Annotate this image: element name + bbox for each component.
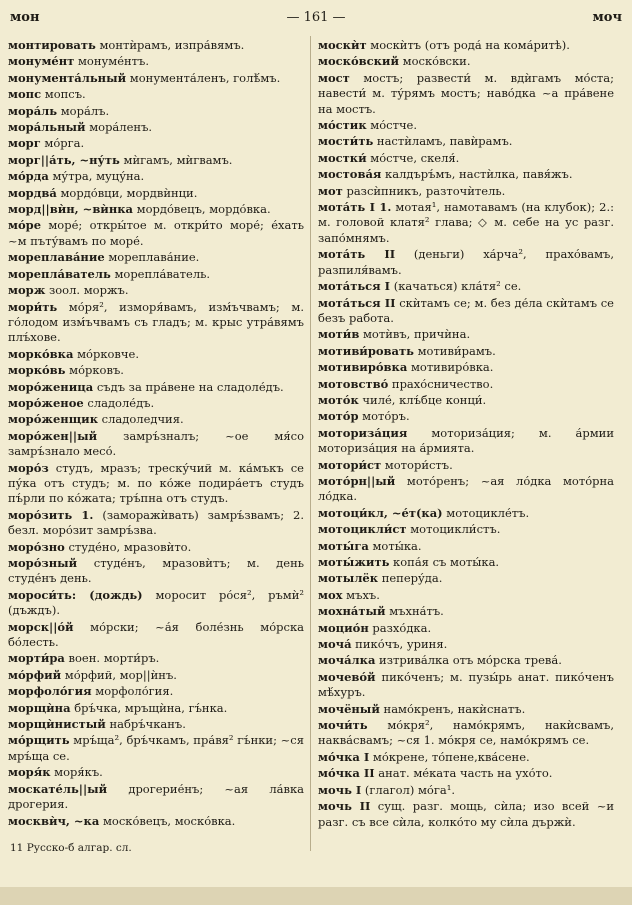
- entry-definition: мо́рфий, мор||ѝнъ.: [61, 667, 177, 682]
- entry-definition: моско́вецъ, моско́вка.: [99, 813, 236, 828]
- entry-definition: море́; откры́тое м. откри́то море́; е́хать ~м пъту́вамъ по море́.: [8, 218, 304, 248]
- entry-headword: морфоло́гия: [8, 684, 92, 699]
- entry-headword: моро́жен||ый: [8, 428, 98, 443]
- dictionary-entry: [318, 670, 614, 701]
- right-column: [318, 38, 614, 831]
- entry-headword: мотори́ст: [318, 457, 382, 472]
- entry-definition: мотиви́рамъ.: [413, 343, 496, 358]
- dictionary-entry: [318, 474, 614, 505]
- dictionary-entry: [8, 380, 304, 395]
- entry-headword: мо́ре: [8, 218, 42, 233]
- dictionary-entry: [318, 184, 614, 199]
- dictionary-entry: [318, 151, 614, 166]
- entry-headword: моцио́н: [318, 620, 369, 635]
- entry-headword: моро́зно: [8, 539, 65, 554]
- dictionary-entry: [8, 54, 304, 69]
- dictionary-entry: [318, 522, 614, 537]
- entry-headword: морепла́ватель: [8, 266, 111, 281]
- entry-definition: разсѝпникъ, разточѝтель.: [342, 183, 506, 198]
- dictionary-entry: [318, 393, 614, 408]
- entry-definition: мотоцикле́тъ.: [442, 505, 530, 520]
- entry-headword: моты́га: [318, 538, 369, 553]
- entry-definition: мора́лъ.: [57, 103, 110, 118]
- entry-headword: москате́ль||ый: [8, 781, 108, 796]
- dictionary-entry: [8, 300, 304, 346]
- entry-definition: анат. ме́ката часть на ухо́то.: [374, 766, 553, 781]
- dictionary-entry: [318, 71, 614, 117]
- entry-definition: мотѝвъ, причѝна.: [359, 327, 471, 342]
- entry-headword: мордва́: [8, 185, 57, 200]
- entry-headword: мо́чка I: [318, 749, 370, 764]
- entry-headword: моро́зить 1.: [8, 507, 94, 522]
- dictionary-entry: [8, 347, 304, 362]
- entry-headword: морти́ра: [8, 651, 65, 666]
- dictionary-entry: [8, 620, 304, 651]
- entry-definition: моториза́ция; м. а́рмии моториза́ция на а́рмията.: [318, 425, 614, 456]
- entry-headword: мота́ть II: [318, 247, 396, 262]
- entry-headword: мотиви́ровать: [318, 343, 414, 358]
- entry-definition: (глагол) мо́га¹.: [361, 782, 456, 797]
- dictionary-entry: [318, 506, 614, 521]
- footnote: 11 Русско-б алгар. сл.: [10, 842, 132, 854]
- entry-headword: мочь I: [318, 782, 362, 797]
- entry-definition: мъхъ.: [342, 587, 380, 602]
- entry-headword: мотылёк: [318, 571, 379, 586]
- entry-headword: морг||а́ть, ~ну́ть: [8, 152, 120, 167]
- dictionary-entry: [318, 167, 614, 182]
- entry-headword: мост: [318, 70, 350, 85]
- dictionary-entry: [318, 539, 614, 554]
- entry-definition: мръ́ща², бръ́чкамъ, пра́вя² гъ́нки; ~ся мръ́ща се.: [8, 733, 304, 763]
- dictionary-entry: [8, 202, 304, 217]
- entry-definition: (качаться) кла́тя² се.: [390, 279, 522, 294]
- entry-definition: моты́ка.: [368, 538, 422, 553]
- header-right-guide-word: моч: [592, 10, 622, 25]
- entry-definition: пико́чъ, уриня.: [351, 637, 448, 652]
- entry-definition: мо́ря², изморя́вамъ, изм́ъчвамъ; м. го́лодом изм́ъчвамъ съ гладъ; м. крыс утра́вямъ плъ́хове.: [8, 299, 304, 345]
- entry-headword: моториза́ция: [318, 425, 408, 440]
- dictionary-entry: [318, 766, 614, 781]
- entry-definition: мо́кря², намо́крямъ, накѝсвамъ, наква́свамъ; ~ся 1. мо́кря се, намо́крямъ се.: [318, 718, 614, 748]
- entry-definition: мо́стче.: [366, 118, 418, 133]
- dictionary-entry: [318, 426, 614, 457]
- dictionary-entry: [318, 118, 614, 133]
- dictionary-entry: [8, 461, 304, 507]
- entry-definition: моросит ро́ся², ръмѝ² (дъждъ).: [8, 587, 304, 618]
- dictionary-entry: [318, 200, 614, 246]
- dictionary-entry: [318, 360, 614, 375]
- entry-definition: сущ. разг. мощь, сѝла; изо всей ~и разг. съ все сѝла, колко́то му сѝла държѝ.: [318, 799, 614, 829]
- dictionary-entry: [318, 621, 614, 636]
- entry-headword: мочево́й: [318, 669, 376, 684]
- entry-headword: монуме́нт: [8, 54, 75, 69]
- dictionary-entry: [318, 783, 614, 798]
- dictionary-entry: [318, 38, 614, 53]
- dictionary-entry: [8, 169, 304, 184]
- entry-headword: морко́вь: [8, 363, 66, 378]
- dictionary-entry: [8, 733, 304, 764]
- entry-definition: пико́ченъ; м. пузы́рь анат. пико́ченъ мѣ́хуръ.: [318, 669, 614, 700]
- entry-headword: мота́ть I 1.: [318, 200, 392, 215]
- entry-definition: мъхна́тъ.: [385, 604, 444, 619]
- entry-headword: мочь II: [318, 799, 371, 814]
- entry-headword: мочи́ть: [318, 718, 368, 733]
- entry-definition: скѝтамъ се; м. без де́ла скѝтамъ се безъ работа.: [318, 295, 614, 325]
- dictionary-entry: [318, 327, 614, 342]
- entry-headword: мота́ться I: [318, 279, 391, 294]
- entry-definition: копа́я съ моты́ка.: [389, 555, 500, 569]
- entry-definition: зоол. моржъ.: [45, 283, 129, 298]
- entry-headword: мо́рщить: [8, 733, 70, 748]
- dictionary-entry: [8, 684, 304, 699]
- dictionary-entry: [318, 458, 614, 473]
- entry-definition: москѝтъ (отъ рода́ на кома́ритѣ).: [366, 38, 570, 52]
- dictionary-entry: [318, 653, 614, 668]
- dictionary-entry: [8, 38, 304, 53]
- entry-headword: мопс: [8, 87, 42, 102]
- entry-definition: мо́крене, то́пене,ква́сене.: [369, 749, 530, 764]
- dictionary-entry: [8, 782, 304, 813]
- entry-definition: студъ, мразъ; треску́чий м. ка́мъкъ се пу́ка отъ студъ; м. по ко́же подира́етъ студъ пъ́рли по ко́жата; тръ́пна отъ студъ.: [8, 460, 304, 506]
- entry-definition: мотоцикли́стъ.: [406, 522, 501, 537]
- entry-headword: мостова́я: [318, 167, 382, 182]
- entry-definition: мотивиро́вка.: [407, 360, 494, 375]
- dictionary-entry: [8, 136, 304, 151]
- entry-definition: моря́къ.: [50, 765, 103, 780]
- entry-definition: мордо́вци, мордвѝнци.: [56, 185, 198, 200]
- dictionary-entry: [8, 186, 304, 201]
- dictionary-entry: [8, 765, 304, 780]
- entry-headword: мора́льный: [8, 120, 86, 135]
- entry-definition: мо́рковъ.: [65, 363, 124, 378]
- dictionary-entry: [318, 54, 614, 69]
- entry-definition: мото́ръ.: [358, 409, 410, 424]
- dictionary-entry: [318, 377, 614, 392]
- entry-definition: монуме́нтъ.: [74, 54, 150, 69]
- entry-headword: мороси́ть: (дождь): [8, 587, 143, 602]
- entry-definition: мо́стче, скеля́.: [366, 150, 460, 165]
- entry-headword: мо́рда: [8, 169, 49, 184]
- dictionary-entry: [8, 218, 304, 249]
- dictionary-entry: [318, 344, 614, 359]
- dictionary-entry: [8, 412, 304, 427]
- dictionary-entry: [8, 814, 304, 829]
- entry-headword: моча́: [318, 637, 352, 652]
- entry-headword: мореплава́ние: [8, 250, 105, 265]
- dictionary-entry: [8, 283, 304, 298]
- entry-headword: морж: [8, 283, 46, 298]
- left-column: [8, 38, 304, 830]
- dictionary-entry: [318, 409, 614, 424]
- dictionary-entry: [8, 540, 304, 555]
- entry-headword: мото́рн||ый: [318, 473, 396, 488]
- entry-definition: мо́рга.: [40, 136, 85, 151]
- dictionary-entry: [8, 363, 304, 378]
- dictionary-entry: [8, 556, 304, 587]
- entry-headword: мотоцикли́ст: [318, 522, 407, 537]
- page-bottom-band: [0, 887, 632, 905]
- entry-definition: мопсъ.: [41, 87, 86, 102]
- entry-headword: мори́ть: [8, 299, 58, 314]
- dictionary-entry: [8, 396, 304, 411]
- dictionary-entry: [318, 637, 614, 652]
- entry-headword: мо́рфий: [8, 667, 62, 682]
- entry-definition: морфоло́гия.: [91, 684, 174, 699]
- entry-definition: замръ́зналъ; ~ое мя́со замръ́знало месо́.: [8, 428, 304, 459]
- entry-headword: морск||о́й: [8, 619, 74, 634]
- entry-definition: разхо́дка.: [368, 620, 432, 635]
- dictionary-entry: [8, 651, 304, 666]
- dictionary-entry: [8, 87, 304, 102]
- entry-definition: мѝгамъ, мѝгвамъ.: [119, 152, 233, 167]
- entry-headword: морд||вѝн, ~вѝнка: [8, 202, 134, 217]
- dictionary-entry: [318, 588, 614, 603]
- entry-headword: мотивиро́вка: [318, 360, 408, 375]
- dictionary-entry: [318, 571, 614, 586]
- entry-definition: мо́рковче.: [73, 346, 139, 361]
- entry-definition: калдъръ́мъ, настѝлка, павя́жъ.: [381, 167, 573, 182]
- entry-definition: моско́вски.: [399, 54, 471, 69]
- entry-headword: моча́лка: [318, 653, 376, 668]
- entry-headword: моти́в: [318, 327, 360, 342]
- entry-headword: моты́жить: [318, 555, 390, 569]
- entry-headword: монтировать: [8, 38, 96, 52]
- entry-headword: моря́к: [8, 765, 51, 780]
- entry-headword: моро́з: [8, 460, 49, 475]
- entry-definition: монтѝрамъ, изпра́вямъ.: [95, 38, 245, 52]
- entry-definition: студе́но, мразовѝто.: [64, 539, 192, 554]
- entry-headword: мотовство́: [318, 376, 389, 391]
- dictionary-entry: [8, 717, 304, 732]
- entry-headword: моро́зный: [8, 556, 78, 570]
- entry-definition: изтрива́лка отъ мо́рска трева́.: [375, 653, 562, 668]
- dictionary-entry: [8, 701, 304, 716]
- dictionary-entry: [318, 247, 614, 278]
- entry-headword: мочёный: [318, 701, 380, 716]
- column-divider: [310, 36, 311, 851]
- dictionary-entry: [8, 153, 304, 168]
- entry-definition: мо́рски; ~а́я боле́знь мо́рска бо́лесть.: [8, 619, 304, 650]
- dictionary-entry: [318, 750, 614, 765]
- entry-headword: москвѝч, ~ка: [8, 813, 100, 828]
- entry-definition: дрогерие́нъ; ~ая ла́вка дрогерия.: [8, 781, 304, 812]
- entry-definition: мото́ренъ; ~ая ло́дка мото́рна ло́дка.: [318, 473, 614, 504]
- dictionary-entry: [318, 279, 614, 294]
- entry-definition: (заморажѝвать) замръ́звамъ; 2. безл. моро́зит замръ́зва.: [8, 507, 304, 538]
- entry-headword: моро́женица: [8, 379, 94, 394]
- entry-definition: чиле́, клъ́бце конци́.: [358, 392, 487, 407]
- dictionary-entry: [8, 429, 304, 460]
- dictionary-entry: [318, 799, 614, 830]
- dictionary-entry: [318, 555, 614, 570]
- dictionary-entry: [8, 588, 304, 619]
- entry-definition: бръ́чка, мръщѝна, гъ́нка.: [70, 700, 228, 715]
- entry-definition: (деньги) ха́рча², прахо́вамъ, разпиля́вамъ.: [318, 247, 614, 277]
- entry-definition: монумента́ленъ, голѣ́мъ.: [126, 70, 281, 85]
- dictionary-entry: [318, 718, 614, 749]
- entry-definition: намо́кренъ, накѝснатъ.: [379, 701, 526, 716]
- entry-headword: морг: [8, 136, 41, 151]
- entry-headword: мо́стик: [318, 118, 367, 133]
- entry-headword: мох: [318, 587, 343, 602]
- entry-headword: мо́чка II: [318, 766, 375, 781]
- entry-definition: мордо́вецъ, мордо́вка.: [133, 202, 271, 217]
- dictionary-entry: [8, 250, 304, 265]
- entry-definition: мора́ленъ.: [85, 120, 153, 135]
- entry-definition: сладоле́дъ.: [83, 395, 155, 410]
- entry-definition: му́тра, муцу́на.: [48, 169, 145, 184]
- entry-definition: пеперу́да.: [378, 571, 443, 586]
- entry-definition: прахо́сничество.: [388, 376, 494, 391]
- entry-definition: мотая¹, намотавамъ (на клубок); 2.: м. головой клатя² глава; ◇ м. себе на ус разг. запо́мнямъ.: [318, 200, 614, 245]
- entry-headword: мотоци́кл, ~е́т(ка): [318, 505, 443, 520]
- entry-definition: съдъ за пра́вене на сладоле́дъ.: [93, 379, 284, 394]
- entry-headword: морко́вка: [8, 346, 74, 361]
- page-header: [10, 10, 622, 30]
- entry-definition: настѝламъ, павѝрамъ.: [373, 134, 513, 149]
- dictionary-entry: [8, 104, 304, 119]
- entry-definition: студе́нъ, мразовѝтъ; м. день студе́нъ день.: [8, 556, 304, 586]
- dictionary-entry: [318, 134, 614, 149]
- entry-headword: мостки́: [318, 150, 367, 165]
- dictionary-entry: [8, 668, 304, 683]
- entry-headword: моско́вский: [318, 54, 399, 69]
- entry-headword: мора́ль: [8, 103, 58, 118]
- dictionary-entry: [8, 267, 304, 282]
- dictionary-entry: [8, 120, 304, 135]
- dictionary-entry: [318, 702, 614, 717]
- entry-headword: моро́женое: [8, 395, 84, 410]
- entry-headword: морщѝнистый: [8, 717, 106, 732]
- entry-headword: мот: [318, 183, 343, 198]
- entry-headword: мости́ть: [318, 134, 374, 149]
- entry-headword: мото́к: [318, 392, 359, 407]
- entry-headword: моро́женщик: [8, 412, 98, 427]
- entry-definition: морепла́ватель.: [110, 266, 211, 281]
- entry-headword: монумента́льный: [8, 70, 127, 85]
- dictionary-entry: [8, 508, 304, 539]
- entry-headword: мохна́тый: [318, 604, 386, 619]
- entry-headword: мото́р: [318, 409, 359, 424]
- entry-definition: сладоледчия.: [98, 412, 184, 427]
- entry-headword: мота́ться II: [318, 295, 396, 310]
- entry-definition: воен. морти́ръ.: [64, 651, 160, 666]
- page-number: — 161 —: [286, 10, 346, 25]
- dictionary-entry: [318, 604, 614, 619]
- entry-definition: мореплава́ние.: [104, 250, 200, 265]
- dictionary-entry: [8, 71, 304, 86]
- entry-definition: набръ́чканъ.: [105, 717, 186, 732]
- dictionary-entry: [318, 296, 614, 327]
- entry-definition: мостъ; развести́ м. вдѝгамъ мо́ста; навести́ м. ту́рямъ мостъ; наво́дка ~а пра́вене на мостъ.: [318, 70, 614, 116]
- header-left-guide-word: мон: [10, 10, 40, 25]
- entry-headword: морщѝна: [8, 700, 71, 715]
- entry-headword: москѝт: [318, 38, 367, 52]
- entry-definition: мотори́стъ.: [381, 457, 453, 472]
